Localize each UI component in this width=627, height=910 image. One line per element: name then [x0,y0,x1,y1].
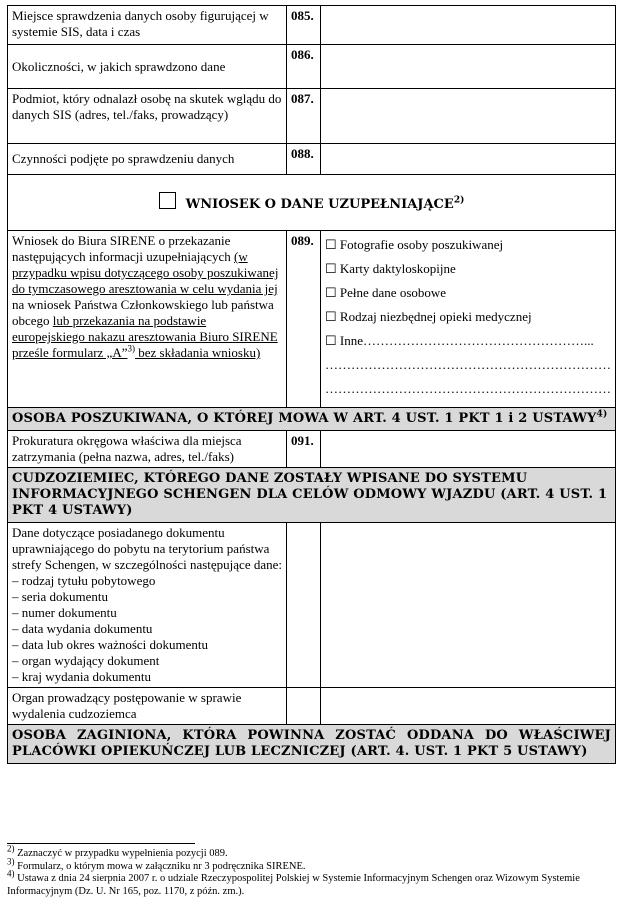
footnote-sup: 4) [7,868,15,879]
row-088-number: 088. [287,144,321,175]
row-organ-field[interactable] [321,688,616,725]
dotted-line: ………………………………………………………… [325,357,611,372]
form-table [7,5,616,764]
bar-text: OSOBA POSZUKIWANA, O KTÓREJ MOWA W ART. 4 UST. 1 PKT 1 i 2 USTAWY [12,411,597,426]
row-organ [8,688,616,725]
row-089 [8,231,616,408]
row-document-label [8,523,287,688]
section-bar-wanted [8,408,616,431]
row-document [8,523,616,688]
document-item: – kraj wydania dokumentu [12,669,151,684]
row-089-label-underlined: bez składania wniosku) [135,345,261,360]
row-085-field[interactable] [321,6,616,45]
option-personal-data[interactable] [325,285,611,301]
option-label: Inne……………………………………………... [339,333,594,348]
footnote-text: Ustawa z dnia 24 sierpnia 2007 r. o udziale Rzeczypospolitej Polskiej w Systemie Informacyjnym Schengen oraz Wizowym Systemie Informacyjnym (Dz. U. Nr 165, poz. 1170, z późn. zm.). [7,873,580,897]
row-087-label: Podmiot, który odnalazł osobę na skutek wglądu do danych SIS (adres, tel./faks, prowadzący) [8,89,287,144]
row-089-number: 089. [287,231,321,408]
row-089-label-underlined: lub przekazania na podstawie europejskiego nakazu aresztowania Biuro SIRENE prześle formularz „A” [12,313,278,360]
footnote-rule [7,843,195,844]
row-091-number: 091. [287,431,321,468]
row-091 [8,431,616,468]
row-088-label: Czynności podjęte po sprawdzeniu danych [8,144,287,175]
row-089-label-part: Wniosek do Biura SIRENE o przekazanie następujących informacji uzupełniających [12,233,234,264]
row-document-field[interactable] [321,523,616,688]
document-intro: Dane dotyczące posiadanego dokumentu uprawniającego do pobytu na terytorium państwa strefy Schengen, w szczególności następujące dane: [12,525,283,572]
option-medical-care[interactable] [325,309,611,325]
row-085-label: Miejsce sprawdzenia danych osoby figurującej w systemie SIS, data i czas [8,6,287,45]
checkbox-icon[interactable] [159,192,176,209]
option-label: Pełne dane osobowe [339,285,447,300]
row-086-label: Okoliczności, w jakich sprawdzono dane [8,45,287,89]
document-item: – data wydania dokumentu [12,621,153,636]
dotted-line: ………………………………………………………… [325,381,611,396]
section-title [8,175,616,231]
row-organ-label: Organ prowadzący postępowanie w sprawie wydalenia cudzoziemca [8,688,287,725]
section-title-sup: 2) [453,195,465,206]
row-086-number: 086. [287,45,321,89]
footnote-4 [7,868,615,898]
bar-sup: 4) [596,409,608,420]
footnote-text: Zaznaczyć w przypadku wypełnienia pozycji 089. [14,848,228,859]
row-document-number [287,523,321,688]
row-086-field[interactable] [321,45,616,89]
option-other[interactable] [325,333,611,349]
section-bar-foreigner-text: CUDZOZIEMIEC, KTÓREGO DANE ZOSTAŁY WPISANE DO SYSTEMU INFORMACYJNEGO SCHENGEN DLA CELÓW ODMOWY WJAZDU (ART. 4 UST. 1 PKT 4 USTAWY) [8,468,616,523]
row-088 [8,144,616,175]
option-label: Fotografie osoby poszukiwanej [339,237,504,252]
row-087-field[interactable] [321,89,616,144]
row-089-label-sup: 3) [127,343,135,354]
row-091-field[interactable] [321,431,616,468]
footnotes [7,843,615,898]
option-fingerprints[interactable] [325,261,611,277]
section-bar-missing-text: OSOBA ZAGINIONA, KTÓRA POWINNA ZOSTAĆ ODDANA DO WŁAŚCIWEJ PLACÓWKI OPIEKUŃCZEJ LUB LECZNICZEJ (ART. 4. UST. 1 PKT 5 USTAWY) [8,725,616,764]
footnote-3 [7,856,615,874]
footnote-2 [7,843,615,861]
checkbox-icon[interactable]: ☐ [325,261,337,276]
footnote-text: Formularz, o którym mowa w załączniku nr 3 podręcznika SIRENE. [14,860,306,872]
option-label: Karty daktyloskopijne [339,261,456,276]
section-bar-foreigner [8,468,616,523]
row-organ-number [287,688,321,725]
row-087 [8,89,616,144]
option-label: Rodzaj niezbędnej opieki medycznej [339,309,532,324]
document-item: – numer dokumentu [12,605,117,620]
row-085-number: 085. [287,6,321,45]
checkbox-icon[interactable]: ☐ [325,237,337,252]
document-item: – rodzaj tytułu pobytowego [12,573,156,588]
row-089-label-underlined: (w przypadku wpisu dotyczącego osoby poszukiwanej do tymczasowego aresztowania w celu wydania jej [12,249,279,296]
option-photos[interactable] [325,237,611,253]
section-bar-missing [8,725,616,764]
checkbox-icon[interactable]: ☐ [325,285,337,300]
row-089-options [321,231,616,408]
section-bar-wanted-text [8,408,616,431]
row-088-field[interactable] [321,144,616,175]
checkbox-icon[interactable]: ☐ [325,309,337,324]
row-089-label-part: na wniosek Państwa Członkowskiego lub państwa obcego [12,297,274,328]
row-087-number: 087. [287,89,321,144]
document-item: – data lub okres ważności dokumentu [12,637,209,652]
footnote-sup: 3) [7,856,15,866]
row-085 [8,6,616,45]
row-089-label [8,231,287,408]
row-091-label: Prokuratura okręgowa właściwa dla miejsca zatrzymania (pełna nazwa, adres, tel./faks) [8,431,287,468]
row-086 [8,45,616,89]
section-title-text: WNIOSEK O DANE UZUPEŁNIAJĄCE [185,197,454,212]
section-title-row [8,175,616,231]
document-item: – seria dokumentu [12,589,109,604]
footnote-sup: 2) [7,843,15,854]
checkbox-icon[interactable]: ☐ [325,333,337,348]
document-item: – organ wydający dokument [12,653,160,668]
